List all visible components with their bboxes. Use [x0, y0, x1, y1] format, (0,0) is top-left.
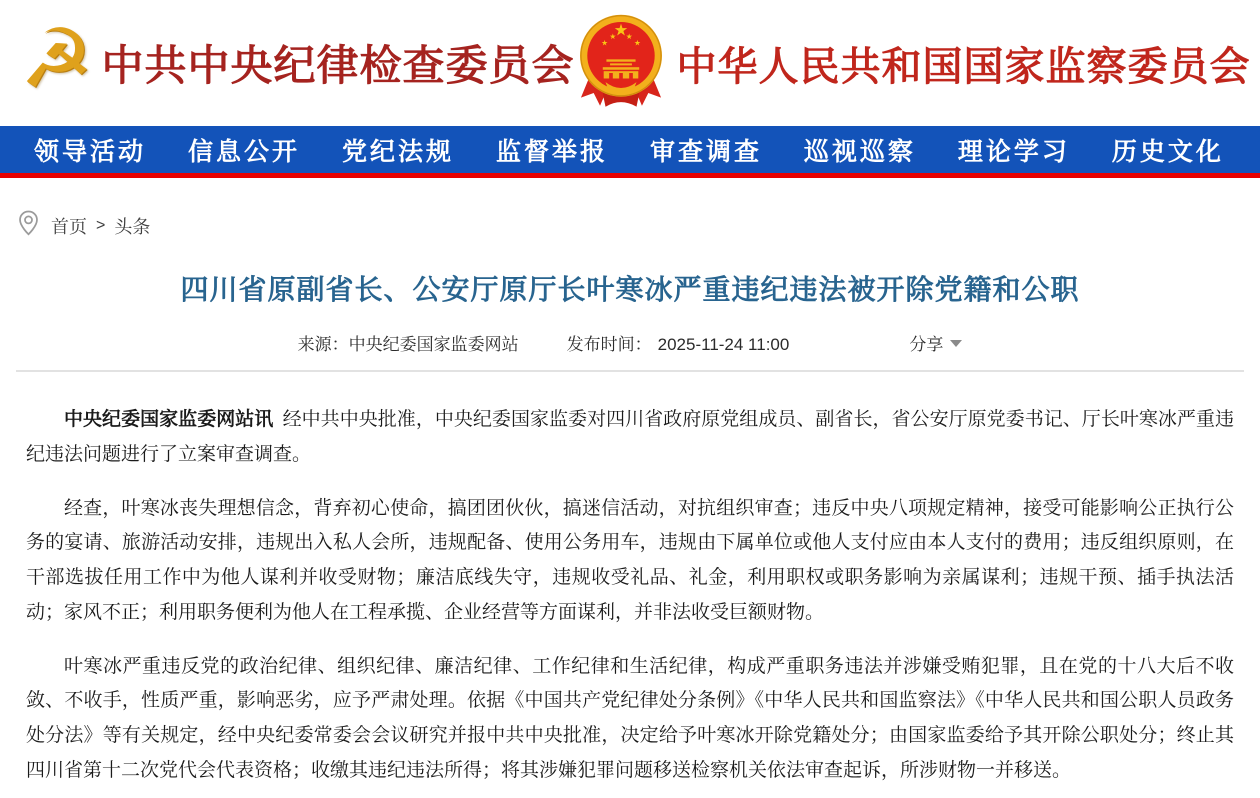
share-label: 分享	[909, 335, 944, 354]
nsc-logo-link[interactable]	[575, 12, 1251, 114]
nav-item-party-regulations[interactable]: 党纪法规	[341, 138, 454, 166]
source-label: 来源：	[297, 335, 349, 354]
publish-time-label: 发布时间：	[566, 335, 652, 354]
article-source	[298, 330, 519, 355]
main-navigation	[0, 126, 1260, 173]
chevron-down-icon	[950, 340, 962, 347]
nav-item-leader-activities[interactable]: 领导活动	[34, 138, 147, 166]
article-title: 四川省原副省长、公安厅原厅长叶寒冰严重违纪违法被开除党籍和公职	[180, 274, 1080, 305]
share-button[interactable]	[909, 330, 962, 355]
paragraph-1	[26, 403, 1234, 473]
breadcrumb-separator: >	[96, 216, 106, 234]
breadcrumb-home-link[interactable]: 首页	[51, 216, 87, 237]
ccdi-site-title: 中共中央纪律检查委员会	[101, 44, 575, 90]
nav-red-underline	[0, 173, 1260, 178]
location-pin-icon	[16, 210, 41, 241]
site-header	[0, 0, 1260, 126]
paragraph-1-text: 经中共中央批准，中央纪委国家监委对四川省政府原党组成员、副省长，省公安厅原党委书记、厅长叶寒冰严重违纪违法问题进行了立案审查调查。	[26, 409, 1234, 465]
nav-item-supervision-report[interactable]: 监督举报	[495, 138, 608, 166]
national-emblem-icon	[575, 12, 667, 114]
article-body	[0, 372, 1260, 789]
nav-item-theory-study[interactable]: 理论学习	[957, 138, 1070, 166]
nav-item-info-disclosure[interactable]: 信息公开	[187, 138, 300, 166]
nav-item-review-investigation[interactable]: 审查调查	[649, 138, 762, 166]
ccdi-logo-link[interactable]	[14, 12, 575, 107]
article-meta	[0, 330, 1260, 355]
breadcrumb-current[interactable]: 头条	[114, 216, 151, 237]
paragraph-1-lead: 中央纪委国家监委网站讯	[64, 409, 274, 430]
nav-item-history-culture[interactable]: 历史文化	[1111, 138, 1224, 166]
nsc-site-title: 中华人民共和国国家监察委员会	[676, 43, 1251, 89]
breadcrumb	[16, 210, 1260, 241]
nav-item-inspection-tour[interactable]: 巡视巡察	[803, 138, 916, 166]
source-value: 中央纪委国家监委网站	[348, 335, 519, 354]
article-publish-time	[567, 330, 790, 355]
paragraph-2: 经查，叶寒冰丧失理想信念，背弃初心使命，搞团团伙伙，搞迷信活动，对抗组织审查；违反中央八项规定精神，接受可能影响公正执行公务的宴请、旅游活动安排，违规出入私人会所，违规配备、使用公务用车，违规由下属单位或他人支付应由本人支付的费用；违反组织原则，在干部选拔任用工作中为他人谋利并收受财物；廉洁底线失守，违规收受礼品、礼金，利用职权或职务影响为亲属谋利；违规干预、插手执法活动；家风不正；利用职务便利为他人在工程承揽、企业经营等方面谋利，并非法收受巨额财物。	[26, 497, 1234, 623]
party-emblem-icon: ☭	[20, 12, 94, 107]
publish-time-value: 2025-11-24 11:00	[657, 335, 790, 354]
paragraph-3: 叶寒冰严重违反党的政治纪律、组织纪律、廉洁纪律、工作纪律和生活纪律，构成严重职务违法并涉嫌受贿犯罪，且在党的十八大后不收敛、不收手，性质严重，影响恶劣，应予严肃处理。依据《中国共产党纪律处分条例》《中华人民共和国监察法》《中华人民共和国公职人员政务处分法》等有关规定，经中央纪委常委会会议研究并报中共中央批准，决定给予叶寒冰开除党籍处分；由国家监委给予其开除公职处分；终止其四川省第十二次党代会代表资格；收缴其违纪违法所得；将其涉嫌犯罪问题移送检察机关依法审查起诉，所涉财物一并移送。	[26, 655, 1234, 781]
